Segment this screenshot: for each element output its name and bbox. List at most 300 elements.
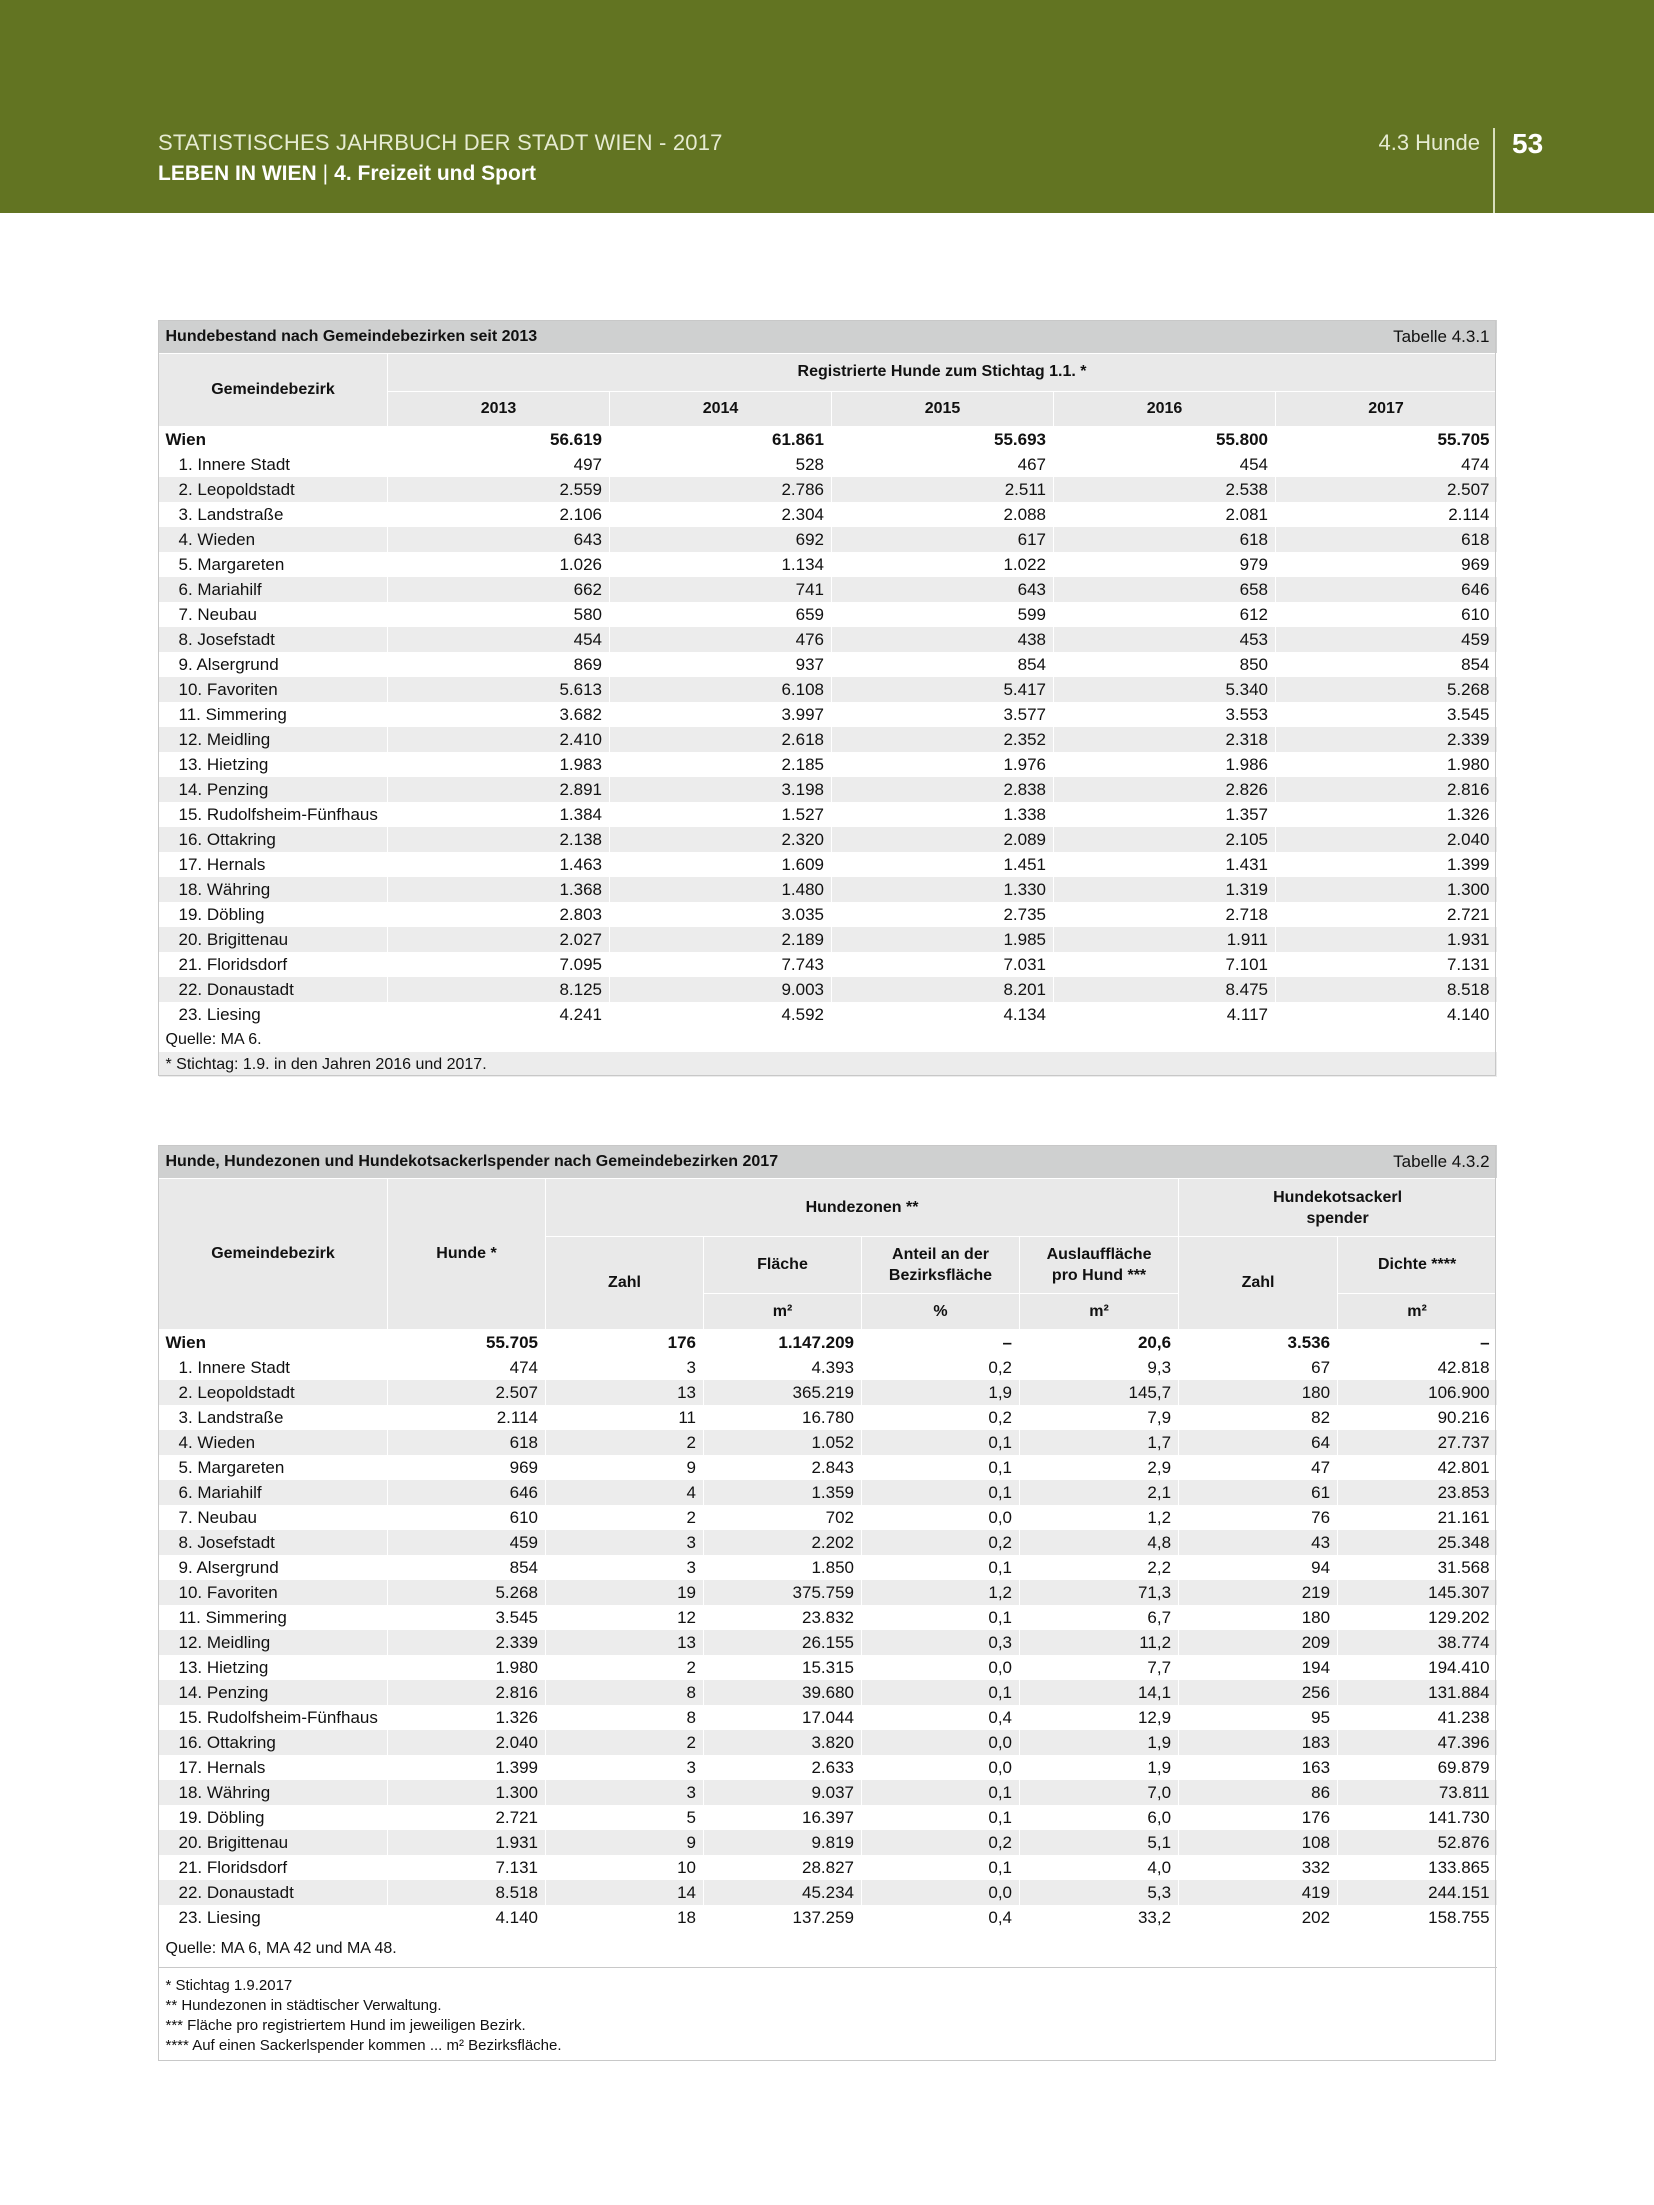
table-cell: 2.114 — [1276, 502, 1497, 527]
table-cell: 1.451 — [832, 852, 1054, 877]
table-cell: 39.680 — [704, 1680, 862, 1705]
table-cell: 94 — [1179, 1555, 1338, 1580]
table-cell: 375.759 — [704, 1580, 862, 1605]
table-row — [159, 1705, 1497, 1730]
table-cell: 21.161 — [1338, 1505, 1497, 1530]
table-row — [159, 827, 1497, 852]
table-cell: 17.044 — [704, 1705, 862, 1730]
table-cell: 1.326 — [388, 1705, 546, 1730]
table-cell: 12,9 — [1020, 1705, 1179, 1730]
table-cell: 438 — [832, 627, 1054, 652]
table-cell: 133.865 — [1338, 1855, 1497, 1880]
table-cell: 2.138 — [388, 827, 610, 852]
page-header — [0, 0, 1654, 213]
district-name: 2. Leopoldstadt — [159, 477, 388, 502]
table-cell: 1.399 — [388, 1755, 546, 1780]
table-cell: 28.827 — [704, 1855, 862, 1880]
table-cell: 41.238 — [1338, 1705, 1497, 1730]
table-cell: 1.980 — [1276, 752, 1497, 777]
table-cell: 854 — [1276, 652, 1497, 677]
table-cell: 332 — [1179, 1855, 1338, 1880]
table-cell: 2.507 — [1276, 477, 1497, 502]
table-notes — [159, 1968, 1497, 2071]
table-cell: 2.105 — [1054, 827, 1276, 852]
district-name: 16. Ottakring — [159, 827, 388, 852]
table-cell: 2.786 — [610, 477, 832, 502]
table-cell: 474 — [388, 1355, 546, 1380]
district-name: 1. Innere Stadt — [159, 452, 388, 477]
col-zone-share-label: Anteil an der Bezirksfläche — [888, 1246, 993, 1284]
district-name: 8. Josefstadt — [159, 627, 388, 652]
table-cell: 12 — [546, 1605, 704, 1630]
table-cell: 47.396 — [1338, 1730, 1497, 1755]
table-cell: 2.106 — [388, 502, 610, 527]
table-cell: 47 — [1179, 1455, 1338, 1480]
table-cell: 0,2 — [862, 1355, 1020, 1380]
table-cell: 969 — [388, 1455, 546, 1480]
col-zone-count: Zahl — [546, 1237, 704, 1330]
table-cell: 55.693 — [832, 427, 1054, 453]
table-cell: 31.568 — [1338, 1555, 1497, 1580]
table-cell: 27.737 — [1338, 1430, 1497, 1455]
table-cell: 1.359 — [704, 1480, 862, 1505]
table-dogs-by-district — [158, 320, 1497, 1077]
table-cell: 658 — [1054, 577, 1276, 602]
table-cell: 45.234 — [704, 1880, 862, 1905]
table-cell: 2.633 — [704, 1755, 862, 1780]
table-cell: 106.900 — [1338, 1380, 1497, 1405]
table-row — [159, 1580, 1497, 1605]
table-cell: 4,0 — [1020, 1855, 1179, 1880]
table-row — [159, 1730, 1497, 1755]
table-cell: 419 — [1179, 1880, 1338, 1905]
table-cell: 3 — [546, 1780, 704, 1805]
table-cell: 0,0 — [862, 1730, 1020, 1755]
district-name: 5. Margareten — [159, 552, 388, 577]
table-note: ** Hundezonen in städtischer Verwaltung. — [165, 1997, 442, 2014]
table-cell: 5.613 — [388, 677, 610, 702]
table-cell: 7.131 — [388, 1855, 546, 1880]
table-cell: 1.850 — [704, 1555, 862, 1580]
table-cell: 2 — [546, 1430, 704, 1455]
table-row — [159, 552, 1497, 577]
table-cell: 163 — [1179, 1755, 1338, 1780]
district-name: 11. Simmering — [159, 702, 388, 727]
table-cell: 9.037 — [704, 1780, 862, 1805]
table-cell: 2.559 — [388, 477, 610, 502]
table-cell: 643 — [388, 527, 610, 552]
table-note: *** Fläche pro registriertem Hund im jeweiligen Bezirk. — [165, 2017, 526, 2034]
table-cell: 95 — [1179, 1705, 1338, 1730]
district-name: 22. Donaustadt — [159, 1880, 388, 1905]
table-row — [159, 1680, 1497, 1705]
table-cell: 0,0 — [862, 1880, 1020, 1905]
district-name: 7. Neubau — [159, 602, 388, 627]
table-row — [159, 877, 1497, 902]
table-body — [159, 427, 1497, 1028]
table-cell: 176 — [1179, 1805, 1338, 1830]
table-cell: 13 — [546, 1630, 704, 1655]
table-row — [159, 1905, 1497, 1930]
table-cell: 2.538 — [1054, 477, 1276, 502]
table-number: Tabelle 4.3.2 — [1179, 1145, 1497, 1179]
table-cell: 854 — [832, 652, 1054, 677]
table-cell: 5,3 — [1020, 1880, 1179, 1905]
table-cell: 1.931 — [388, 1830, 546, 1855]
table-cell: 2.618 — [610, 727, 832, 752]
section-right: 4. Freizeit und Sport — [334, 162, 536, 185]
table-cell: 9 — [546, 1830, 704, 1855]
table-cell: 8.201 — [832, 977, 1054, 1002]
table-cell: 1.338 — [832, 802, 1054, 827]
table-cell: 8 — [546, 1705, 704, 1730]
table-cell: 86 — [1179, 1780, 1338, 1805]
table-cell: 131.884 — [1338, 1680, 1497, 1705]
district-name: 6. Mariahilf — [159, 1480, 388, 1505]
table-cell: 3 — [546, 1355, 704, 1380]
table-cell: 26.155 — [704, 1630, 862, 1655]
table-cell: 158.755 — [1338, 1905, 1497, 1930]
table-row — [159, 952, 1497, 977]
table-cell: 3.545 — [388, 1605, 546, 1630]
col-year: 2014 — [610, 391, 832, 427]
table-row — [159, 1830, 1497, 1855]
table-cell: 459 — [388, 1530, 546, 1555]
table-cell: 1.980 — [388, 1655, 546, 1680]
col-district: Gemeindebezirk — [159, 354, 388, 427]
table-cell: 23.853 — [1338, 1480, 1497, 1505]
table-cell: 2.339 — [1276, 727, 1497, 752]
table-title: Hunde, Hundezonen und Hundekotsackerlspender nach Gemeindebezirken 2017 — [159, 1145, 1179, 1179]
table-cell: 19 — [546, 1580, 704, 1605]
district-name: 10. Favoriten — [159, 1580, 388, 1605]
district-name: 17. Hernals — [159, 1755, 388, 1780]
table-cell: 0,1 — [862, 1480, 1020, 1505]
table-cell: 1,9 — [1020, 1755, 1179, 1780]
table-cell: 1.985 — [832, 927, 1054, 952]
table-cell: 2.843 — [704, 1455, 862, 1480]
table-cell: 16.780 — [704, 1405, 862, 1430]
district-name: 1. Innere Stadt — [159, 1355, 388, 1380]
table-cell: 90.216 — [1338, 1405, 1497, 1430]
table-cell: 6,7 — [1020, 1605, 1179, 1630]
table-cell: 55.705 — [388, 1330, 546, 1356]
table-cell: 11,2 — [1020, 1630, 1179, 1655]
table-cell: 7,0 — [1020, 1780, 1179, 1805]
table-cell: 0,1 — [862, 1430, 1020, 1455]
header-divider — [1493, 128, 1495, 213]
district-name: 3. Landstraße — [159, 502, 388, 527]
table-cell: 7.131 — [1276, 952, 1497, 977]
unit-run-area: m² — [1020, 1294, 1179, 1330]
col-dispenser-count: Zahl — [1179, 1237, 1338, 1330]
table-cell: 4.592 — [610, 1002, 832, 1027]
table-cell: 18 — [546, 1905, 704, 1930]
table-cell: 453 — [1054, 627, 1276, 652]
table-cell: 43 — [1179, 1530, 1338, 1555]
table-cell: 659 — [610, 602, 832, 627]
district-name: 2. Leopoldstadt — [159, 1380, 388, 1405]
breadcrumb-separator: | — [322, 162, 329, 185]
table-row — [159, 777, 1497, 802]
table-cell: 4.134 — [832, 1002, 1054, 1027]
table-row — [159, 1855, 1497, 1880]
table-cell: 73.811 — [1338, 1780, 1497, 1805]
table-cell: 2.088 — [832, 502, 1054, 527]
table-cell: 56.619 — [388, 427, 610, 453]
table-note: **** Auf einen Sackerlspender kommen ... m² Bezirksfläche. — [165, 2037, 562, 2054]
unit-area: m² — [704, 1294, 862, 1330]
table-row — [159, 1555, 1497, 1580]
table-cell: 1.319 — [1054, 877, 1276, 902]
district-name: 5. Margareten — [159, 1455, 388, 1480]
table-row — [159, 852, 1497, 877]
unit-density: m² — [1338, 1294, 1497, 1330]
table-row — [159, 1355, 1497, 1380]
table-cell: 145.307 — [1338, 1580, 1497, 1605]
table-cell: 2,9 — [1020, 1455, 1179, 1480]
table-cell: 1,2 — [862, 1580, 1020, 1605]
table-cell: 0,0 — [862, 1755, 1020, 1780]
table-cell: 2.891 — [388, 777, 610, 802]
table-cell: 4.241 — [388, 1002, 610, 1027]
table-cell: 2.040 — [1276, 827, 1497, 852]
table-cell: 646 — [1276, 577, 1497, 602]
col-year: 2017 — [1276, 391, 1497, 427]
table-row — [159, 577, 1497, 602]
table-row — [159, 727, 1497, 752]
table-row — [159, 652, 1497, 677]
table-cell: 7.095 — [388, 952, 610, 977]
table-cell: 1.300 — [1276, 877, 1497, 902]
col-dogs: Hunde * — [388, 1179, 546, 1330]
table-row — [159, 1380, 1497, 1405]
table-row — [159, 627, 1497, 652]
table-cell: 1.147.209 — [704, 1330, 862, 1356]
table-cell: 474 — [1276, 452, 1497, 477]
table-cell: 194.410 — [1338, 1655, 1497, 1680]
table-cell: 2.320 — [610, 827, 832, 852]
district-name: Wien — [159, 427, 388, 453]
district-name: Wien — [159, 1330, 388, 1356]
district-name: 15. Rudolfsheim-Fünfhaus — [159, 802, 388, 827]
table-cell: 9 — [546, 1455, 704, 1480]
col-year: 2013 — [388, 391, 610, 427]
table-cell: 2.803 — [388, 902, 610, 927]
table-cell: 3.035 — [610, 902, 832, 927]
district-name: 13. Hietzing — [159, 1655, 388, 1680]
district-name: 10. Favoriten — [159, 677, 388, 702]
table-cell: 52.876 — [1338, 1830, 1497, 1855]
district-name: 18. Währing — [159, 877, 388, 902]
table-cell: 662 — [388, 577, 610, 602]
table-cell: 2.816 — [1276, 777, 1497, 802]
col-density: Dichte **** — [1338, 1237, 1497, 1294]
table-cell: 64 — [1179, 1430, 1338, 1455]
district-name: 23. Liesing — [159, 1002, 388, 1027]
table-cell: 1.463 — [388, 852, 610, 877]
table-cell: 5.340 — [1054, 677, 1276, 702]
col-zone-share — [862, 1237, 1020, 1294]
table-row — [159, 1480, 1497, 1505]
table-cell: 9.003 — [610, 977, 832, 1002]
table-cell: 3 — [546, 1530, 704, 1555]
table-cell: 617 — [832, 527, 1054, 552]
district-name: 8. Josefstadt — [159, 1530, 388, 1555]
table-cell: 979 — [1054, 552, 1276, 577]
yearbook-title: STATISTISCHES JAHRBUCH DER STADT WIEN - 2017 — [158, 130, 723, 155]
table-cell: 2,1 — [1020, 1480, 1179, 1505]
table-body — [159, 1330, 1497, 1931]
table-cell: 15.315 — [704, 1655, 862, 1680]
table-cell: 141.730 — [1338, 1805, 1497, 1830]
district-name: 11. Simmering — [159, 1605, 388, 1630]
table-row — [159, 927, 1497, 952]
group-header-registered: Registrierte Hunde zum Stichtag 1.1. * — [388, 354, 1497, 392]
table-cell: 7,9 — [1020, 1405, 1179, 1430]
table-cell: 618 — [1276, 527, 1497, 552]
table-cell: 618 — [388, 1430, 546, 1455]
table-cell: 1.026 — [388, 552, 610, 577]
table-cell: 2,2 — [1020, 1555, 1179, 1580]
table-cell: 1.399 — [1276, 852, 1497, 877]
table-cell: 4.393 — [704, 1355, 862, 1380]
table-cell: 580 — [388, 602, 610, 627]
table-row — [159, 1605, 1497, 1630]
table-cell: 180 — [1179, 1605, 1338, 1630]
table-cell: 2.816 — [388, 1680, 546, 1705]
table-note: * Stichtag: 1.9. in den Jahren 2016 und 2017. — [159, 1052, 1497, 1077]
table-cell: 0,1 — [862, 1455, 1020, 1480]
table-row — [159, 1405, 1497, 1430]
table-row — [159, 1805, 1497, 1830]
table-cell: 42.818 — [1338, 1355, 1497, 1380]
col-zone-area: Fläche — [704, 1237, 862, 1294]
table-cell: 14,1 — [1020, 1680, 1179, 1705]
table-dog-zones — [158, 1145, 1497, 2070]
table-cell: 610 — [1276, 602, 1497, 627]
table-cell: 2.507 — [388, 1380, 546, 1405]
district-name: 21. Floridsdorf — [159, 952, 388, 977]
table-cell: 6,0 — [1020, 1805, 1179, 1830]
table-cell: 145,7 — [1020, 1380, 1179, 1405]
table-cell: 3.997 — [610, 702, 832, 727]
table-cell: 244.151 — [1338, 1880, 1497, 1905]
table-cell: 4,8 — [1020, 1530, 1179, 1555]
table-cell: 528 — [610, 452, 832, 477]
table-cell: 3.545 — [1276, 702, 1497, 727]
table-cell: 2.189 — [610, 927, 832, 952]
table-cell: 209 — [1179, 1630, 1338, 1655]
district-name: 20. Brigittenau — [159, 927, 388, 952]
table-cell: 183 — [1179, 1730, 1338, 1755]
table-row — [159, 752, 1497, 777]
district-name: 17. Hernals — [159, 852, 388, 877]
table-cell: 1.911 — [1054, 927, 1276, 952]
district-name: 6. Mariahilf — [159, 577, 388, 602]
table-row — [159, 527, 1497, 552]
table-cell: 8.518 — [1276, 977, 1497, 1002]
table-cell: 194 — [1179, 1655, 1338, 1680]
table-cell: 0,4 — [862, 1705, 1020, 1730]
table-cell: 0,4 — [862, 1905, 1020, 1930]
table-cell: 854 — [388, 1555, 546, 1580]
district-name: 20. Brigittenau — [159, 1830, 388, 1855]
table-cell: 202 — [1179, 1905, 1338, 1930]
table-row — [159, 452, 1497, 477]
district-name: 22. Donaustadt — [159, 977, 388, 1002]
table-cell: 23.832 — [704, 1605, 862, 1630]
table-cell: 67 — [1179, 1355, 1338, 1380]
table-cell: 2.826 — [1054, 777, 1276, 802]
table-cell: 646 — [388, 1480, 546, 1505]
table-cell: 2.027 — [388, 927, 610, 952]
table-cell: 692 — [610, 527, 832, 552]
district-name: 13. Hietzing — [159, 752, 388, 777]
table-cell: 5.268 — [388, 1580, 546, 1605]
table-row — [159, 502, 1497, 527]
table-cell: 1.431 — [1054, 852, 1276, 877]
district-name: 16. Ottakring — [159, 1730, 388, 1755]
table-cell: 0,1 — [862, 1855, 1020, 1880]
table-cell: 1.368 — [388, 877, 610, 902]
table-cell: 2 — [546, 1505, 704, 1530]
table-cell: 2 — [546, 1730, 704, 1755]
col-year: 2015 — [832, 391, 1054, 427]
table-cell: 2.352 — [832, 727, 1054, 752]
table-cell: 1.300 — [388, 1780, 546, 1805]
district-name: 19. Döbling — [159, 1805, 388, 1830]
table-row — [159, 1880, 1497, 1905]
table-cell: 42.801 — [1338, 1455, 1497, 1480]
col-district: Gemeindebezirk — [159, 1179, 388, 1330]
table-row — [159, 1505, 1497, 1530]
table-cell: 0,1 — [862, 1805, 1020, 1830]
table-cell: 1,9 — [862, 1380, 1020, 1405]
table-cell: 2.511 — [832, 477, 1054, 502]
table-cell: 3.553 — [1054, 702, 1276, 727]
table-cell: 0,2 — [862, 1830, 1020, 1855]
table-cell: 1.527 — [610, 802, 832, 827]
table-cell: 1.022 — [832, 552, 1054, 577]
table-cell: 8 — [546, 1680, 704, 1705]
table-cell: 2.339 — [388, 1630, 546, 1655]
table-cell: 16.397 — [704, 1805, 862, 1830]
table-cell: 180 — [1179, 1380, 1338, 1405]
table-cell: 5,1 — [1020, 1830, 1179, 1855]
table-cell: – — [862, 1330, 1020, 1356]
table-cell: 969 — [1276, 552, 1497, 577]
table-cell: 2 — [546, 1655, 704, 1680]
table-cell: 82 — [1179, 1405, 1338, 1430]
table-row — [159, 477, 1497, 502]
table-title: Hundebestand nach Gemeindebezirken seit 2013 — [159, 320, 1054, 354]
table-cell: 2.089 — [832, 827, 1054, 852]
table-cell: 2.838 — [832, 777, 1054, 802]
table-cell: 702 — [704, 1505, 862, 1530]
table-cell: 1.384 — [388, 802, 610, 827]
table-cell: 1.326 — [1276, 802, 1497, 827]
table-source: Quelle: MA 6. — [165, 1030, 262, 1048]
table-cell: 61 — [1179, 1480, 1338, 1505]
table-cell: 869 — [388, 652, 610, 677]
district-name: 4. Wieden — [159, 527, 388, 552]
table-cell: 5.268 — [1276, 677, 1497, 702]
table-cell: 69.879 — [1338, 1755, 1497, 1780]
table-row — [159, 677, 1497, 702]
table-source: Quelle: MA 6, MA 42 und MA 48. — [159, 1930, 1497, 1968]
table-cell: 11 — [546, 1405, 704, 1430]
